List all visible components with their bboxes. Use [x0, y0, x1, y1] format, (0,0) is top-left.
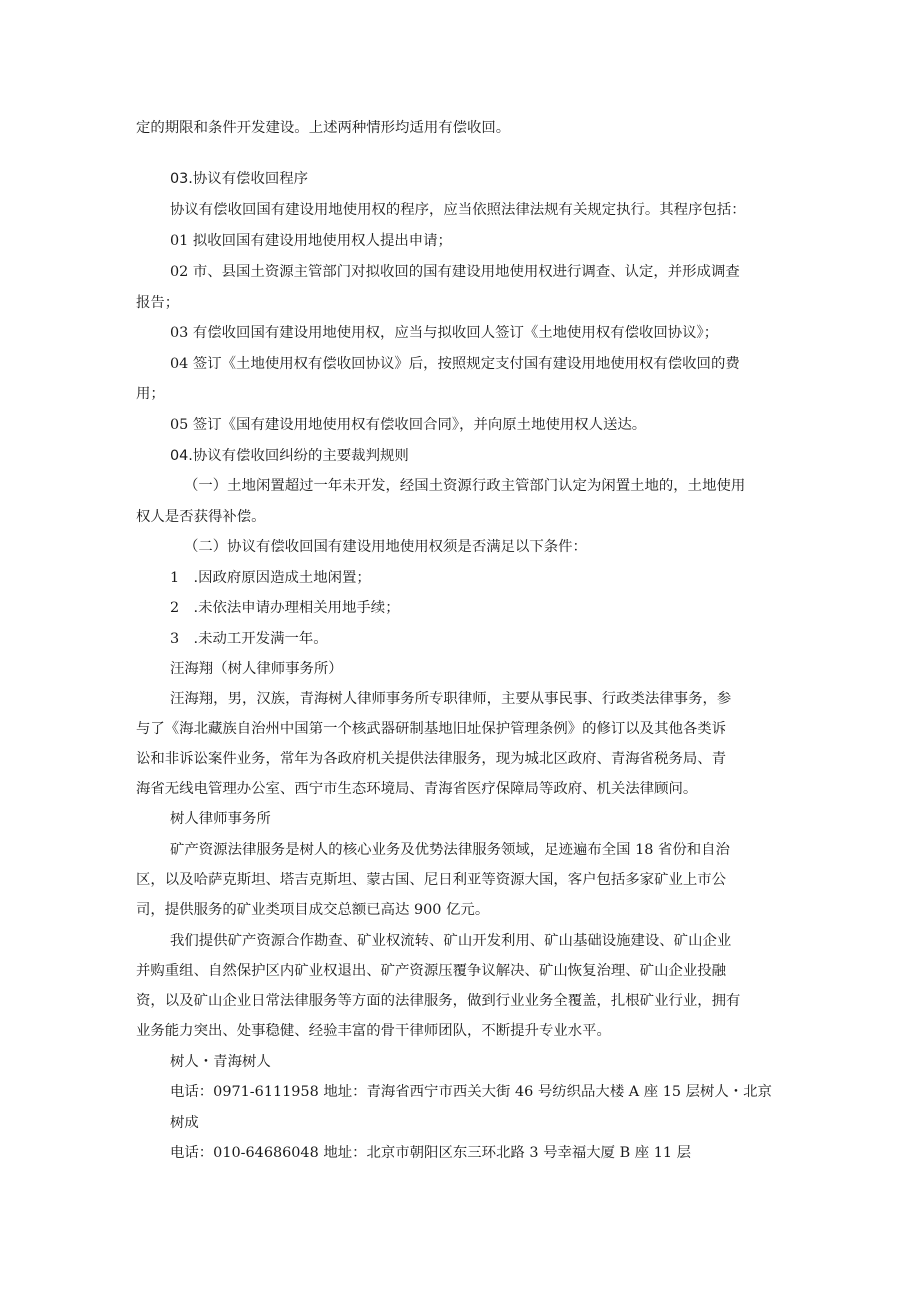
firm-intro-line: 司，提供服务的矿业类项目成交总额已高达 900 亿元。: [136, 902, 490, 918]
office-contact-qinghai: 电话：0971-6111958 地址：青海省西宁市西关大街 46 号纺织品大楼 A 座 15 层树人・北京: [170, 1084, 772, 1100]
procedure-step-4-cont: 用；: [136, 386, 165, 402]
procedure-step-4: 04 签订《土地使用权有偿收回协议》后，按照规定支付国有建设用地使用权有偿收回的费: [170, 356, 740, 372]
firm-name: 树人律师事务所: [170, 811, 271, 827]
paragraph-line: 定的期限和条件开发建设。上述两种情形均适用有偿收回。: [136, 120, 511, 136]
firm-services-line: 资，以及矿山企业日常法律服务等方面的法律服务，做到行业业务全覆盖，扎根矿业行业，拥有: [136, 993, 741, 1009]
condition-item-2: 2 .未依法申请办理相关用地手续；: [170, 600, 400, 616]
condition-item-3: 3 .未动工开发满一年。: [170, 631, 328, 647]
office-contact-beijing: 电话：010-64686048 地址：北京市朝阳区东三环北路 3 号幸福大厦 B 座 11 层: [170, 1145, 692, 1161]
firm-services-line: 我们提供矿产资源合作勘查、矿业权流转、矿山开发利用、矿山基础设施建设、矿山企业: [170, 933, 732, 949]
procedure-step-1: 01 拟收回国有建设用地使用权人提出申请；: [170, 233, 452, 249]
author-bio-line: 讼和非诉讼案件业务，常年为各政府机关提供法律服务，现为城北区政府、青海省税务局、青: [136, 751, 727, 767]
firm-services-line: 业务能力突出、处事稳健、经验丰富的骨干律师团队，不断提升专业水平。: [136, 1023, 611, 1039]
firm-services-line: 并购重组、自然保护区内矿业权退出、矿产资源压覆争议解决、矿山恢复治理、矿山企业投融: [136, 963, 727, 979]
section-heading-procedure: 03.协议有偿收回程序: [170, 171, 309, 187]
paragraph-line: 协议有偿收回国有建设用地使用权的程序，应当依照法律法规有关规定执行。其程序包括：: [170, 202, 746, 218]
author-bio-line: 与了《海北藏族自治州中国第一个核武器研制基地旧址保护管理条例》的修订以及其他各类诉: [136, 721, 727, 737]
procedure-step-5: 05 签订《国有建设用地使用权有偿收回合同》，并向原土地使用权人送达。: [170, 417, 647, 433]
section-heading-rules: 04.协议有偿收回纠纷的主要裁判规则: [170, 448, 409, 464]
author-bio-line: 海省无线电管理办公室、西宁市生态环境局、青海省医疗保障局等政府、机关法律顾问。: [136, 781, 698, 797]
author-name: 汪海翔（树人律师事务所）: [170, 661, 343, 677]
procedure-step-2-cont: 报告；: [136, 295, 180, 311]
procedure-step-3: 03 有偿收回国有建设用地使用权，应当与拟收回人签订《土地使用权有偿收回协议》；: [170, 325, 719, 341]
firm-intro-line: 矿产资源法律服务是树人的核心业务及优势法律服务领域，足迹遍布全国 18 省份和自治: [170, 842, 730, 858]
office-name-beijing: 树成: [170, 1115, 199, 1131]
author-bio-line: 汪海翔，男，汉族，青海树人律师事务所专职律师，主要从事民事、行政类法律事务，参: [170, 691, 732, 707]
firm-intro-line: 区，以及哈萨克斯坦、塔吉克斯坦、蒙古国、尼日利亚等资源大国，客户包括多家矿业上市公: [136, 872, 727, 888]
condition-item-1: 1 .因政府原因造成土地闲置；: [170, 570, 371, 586]
rule-question-2: （二）协议有偿收回国有建设用地使用权须是否满足以下条件：: [184, 539, 587, 555]
procedure-step-2: 02 市、县国土资源主管部门对拟收回的国有建设用地使用权进行调查、认定，并形成调查: [170, 264, 740, 280]
rule-question-1: （一）土地闲置超过一年未开发，经国土资源行政主管部门认定为闲置土地的，土地使用: [184, 478, 746, 494]
office-name-qinghai: 树人・青海树人: [170, 1054, 271, 1070]
rule-question-1-cont: 权人是否获得补偿。: [136, 509, 266, 525]
